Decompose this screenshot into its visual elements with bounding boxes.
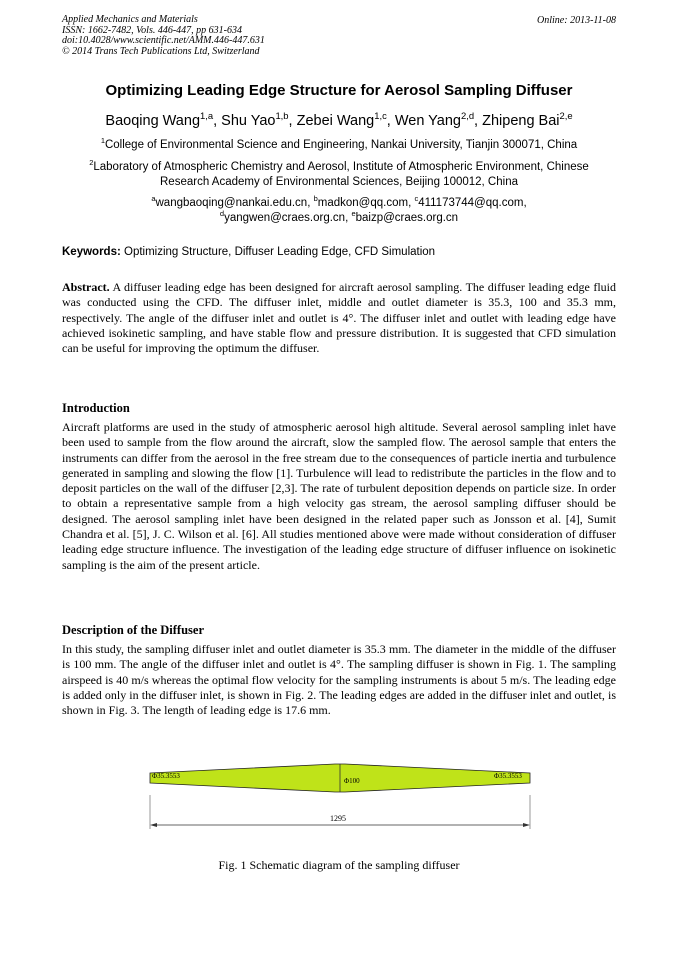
arrow-right-icon xyxy=(523,823,530,827)
figure-caption: Fig. 1 Schematic diagram of the sampling diffuser xyxy=(218,858,460,872)
keywords-text: Optimizing Structure, Diffuser Leading Edge, CFD Simulation xyxy=(124,246,436,258)
keywords xyxy=(62,246,435,258)
keywords-label: Keywords: xyxy=(62,246,121,258)
affiliation-2 xyxy=(62,160,616,189)
paper-title: Optimizing Leading Edge Structure for Aerosol Sampling Diffuser xyxy=(105,82,573,99)
email-link[interactable]: baizp@craes.org.cn xyxy=(355,211,459,224)
author-list: Baoqing Wang$^{1,a}$, Shu Yao$^{1,b}$, Zebei Wang$^{1,c}$, Wen Yang$^{2,d}$, Zhipeng Bai$^{2,e}$ xyxy=(105,110,573,129)
author-affil-mark: 2,e xyxy=(559,110,573,122)
introduction-text: Aircraft platforms are used in the study of atmospheric aerosol high altitude. Several aerosol sampling inlet have been used to sample from the flow around the aircraft, slow the sampled flow. The aerosol sample that enters the instruments can differ from the aerosol in the free stream due to the consequences of particle inertia and turbulence generated in sampling and slowing the flow [1]. Turbulence will lead to redistribute the particles in the flow and to deposit particles on the wall of the diffuser [2,3]. The rate of turbulent deposition depends on particle size. In order to obtain a representative sample from a high velocity gas stream, the aerosol sampling diffuser should be designed. The aerosol sampling inlet have been designed in the related paper such as Jonsson et al. [4], Sumit Chandra et al. [5], J. C. Wilson et al. [6]. All studies mentioned above were made without consideration of diffuser leading edge structure influence. The investigation of the leading edge structure of diffuser influence on isokinetic sampling is the aim of the present article. xyxy=(62,420,616,572)
copyright-line: © 2014 Trans Tech Publications Ltd, Switzerland xyxy=(62,45,260,57)
email-link[interactable]: madkon@qq.com, xyxy=(317,197,412,209)
diffuser-diagram xyxy=(130,755,550,835)
author-name: Baoqing Wang xyxy=(105,113,201,129)
author-affil-mark: 1,c xyxy=(374,110,387,122)
email-link[interactable]: yangwen@craes.org.cn, xyxy=(224,211,349,224)
section-heading-description: Description of the Diffuser xyxy=(62,623,204,637)
author-name: Zhipeng Bai xyxy=(482,113,560,129)
email-block: $^a$wangbaoqing@nankai.edu.cn, $^b$madkon@qq.com, $^c$411173744@qq.com, $^d$yangwen@craes.org.cn, $^e$baizp@craes.org.cn xyxy=(151,194,527,224)
affil-text: Laboratory of Atmospheric Chemistry and Aerosol, Institute of Atmospheric Environment, Chinese xyxy=(93,161,589,173)
email-link[interactable]: 411173744@qq.com, xyxy=(418,197,527,209)
abstract-text: A diffuser leading edge has been designed for aircraft aerosol sampling. The diffuser leading edge fluid was conducted using the CFD. The diffuser inlet, middle and outlet diameter is 35.3, 100 and 35.3 mm, respectively. The angle of the diffuser inlet and outlet is 4°. The diffuser inlet and outlet with leading edge have achieved isokinetic sampling, and have stable flow and pressure distribution. It is suggested that CFD simulation can be useful for improving the optimum the diffuser. xyxy=(62,280,616,356)
description-text: In this study, the sampling diffuser inlet and outlet diameter is 35.3 mm. The diameter in the middle of the diffuser is 100 mm. The angle of the diffuser inlet and outlet is 4°. The sampling diffuser is shown in Fig. 1. The sampling airspeed is 40 m/s whereas the optimal flow velocity for the sampling instruments is about 5 m/s. The leading edge is added only in the diffuser inlet, is shown in Fig. 2. The leading edges are added in the diffuser inlet and outlet, is shown in Fig. 3. The length of leading edge is 17.6 mm. xyxy=(62,642,616,718)
journal-name: Applied Mechanics and Materials xyxy=(62,14,198,25)
affil-text: Research Academy of Environmental Sciences, Beijing 100012, China xyxy=(160,175,518,188)
abstract xyxy=(62,280,616,356)
length-label: 1295 xyxy=(330,814,346,823)
affil-text: College of Environmental Science and Engineering, Nankai University, Tianjin 300071, China xyxy=(104,139,578,151)
author-affil-mark: 1,b xyxy=(275,110,289,122)
doi-link[interactable]: doi:10.4028/www.scientific.net/AMM.446-447.631 xyxy=(62,35,265,46)
email-link[interactable]: wangbaoqing@nankai.edu.cn, xyxy=(155,197,311,209)
author-affil-mark: 2,d xyxy=(460,110,475,122)
arrow-left-icon xyxy=(150,823,157,827)
abstract-label: Abstract. xyxy=(62,280,110,294)
journal-header xyxy=(62,15,265,57)
author-name: Zebei Wang xyxy=(296,113,375,129)
affil-number: 2 xyxy=(89,158,94,168)
affil-number: 1 xyxy=(100,136,105,146)
issn-line: ISSN: 1662-7482, Vols. 446-447, pp 631-634 xyxy=(62,24,242,36)
author-affil-mark: 1,a xyxy=(200,110,214,122)
author-name: Shu Yao xyxy=(221,113,276,129)
section-heading-introduction: Introduction xyxy=(62,401,130,415)
middle-diameter-label: Φ100 xyxy=(344,777,360,785)
online-date: Online: 2013-11-08 xyxy=(537,15,616,26)
affiliation-1 xyxy=(62,138,616,153)
outlet-diameter-label: Φ35.3553 xyxy=(494,772,522,780)
inlet-diameter-label: Φ35.3553 xyxy=(152,772,180,780)
author-name: Wen Yang xyxy=(394,113,461,129)
